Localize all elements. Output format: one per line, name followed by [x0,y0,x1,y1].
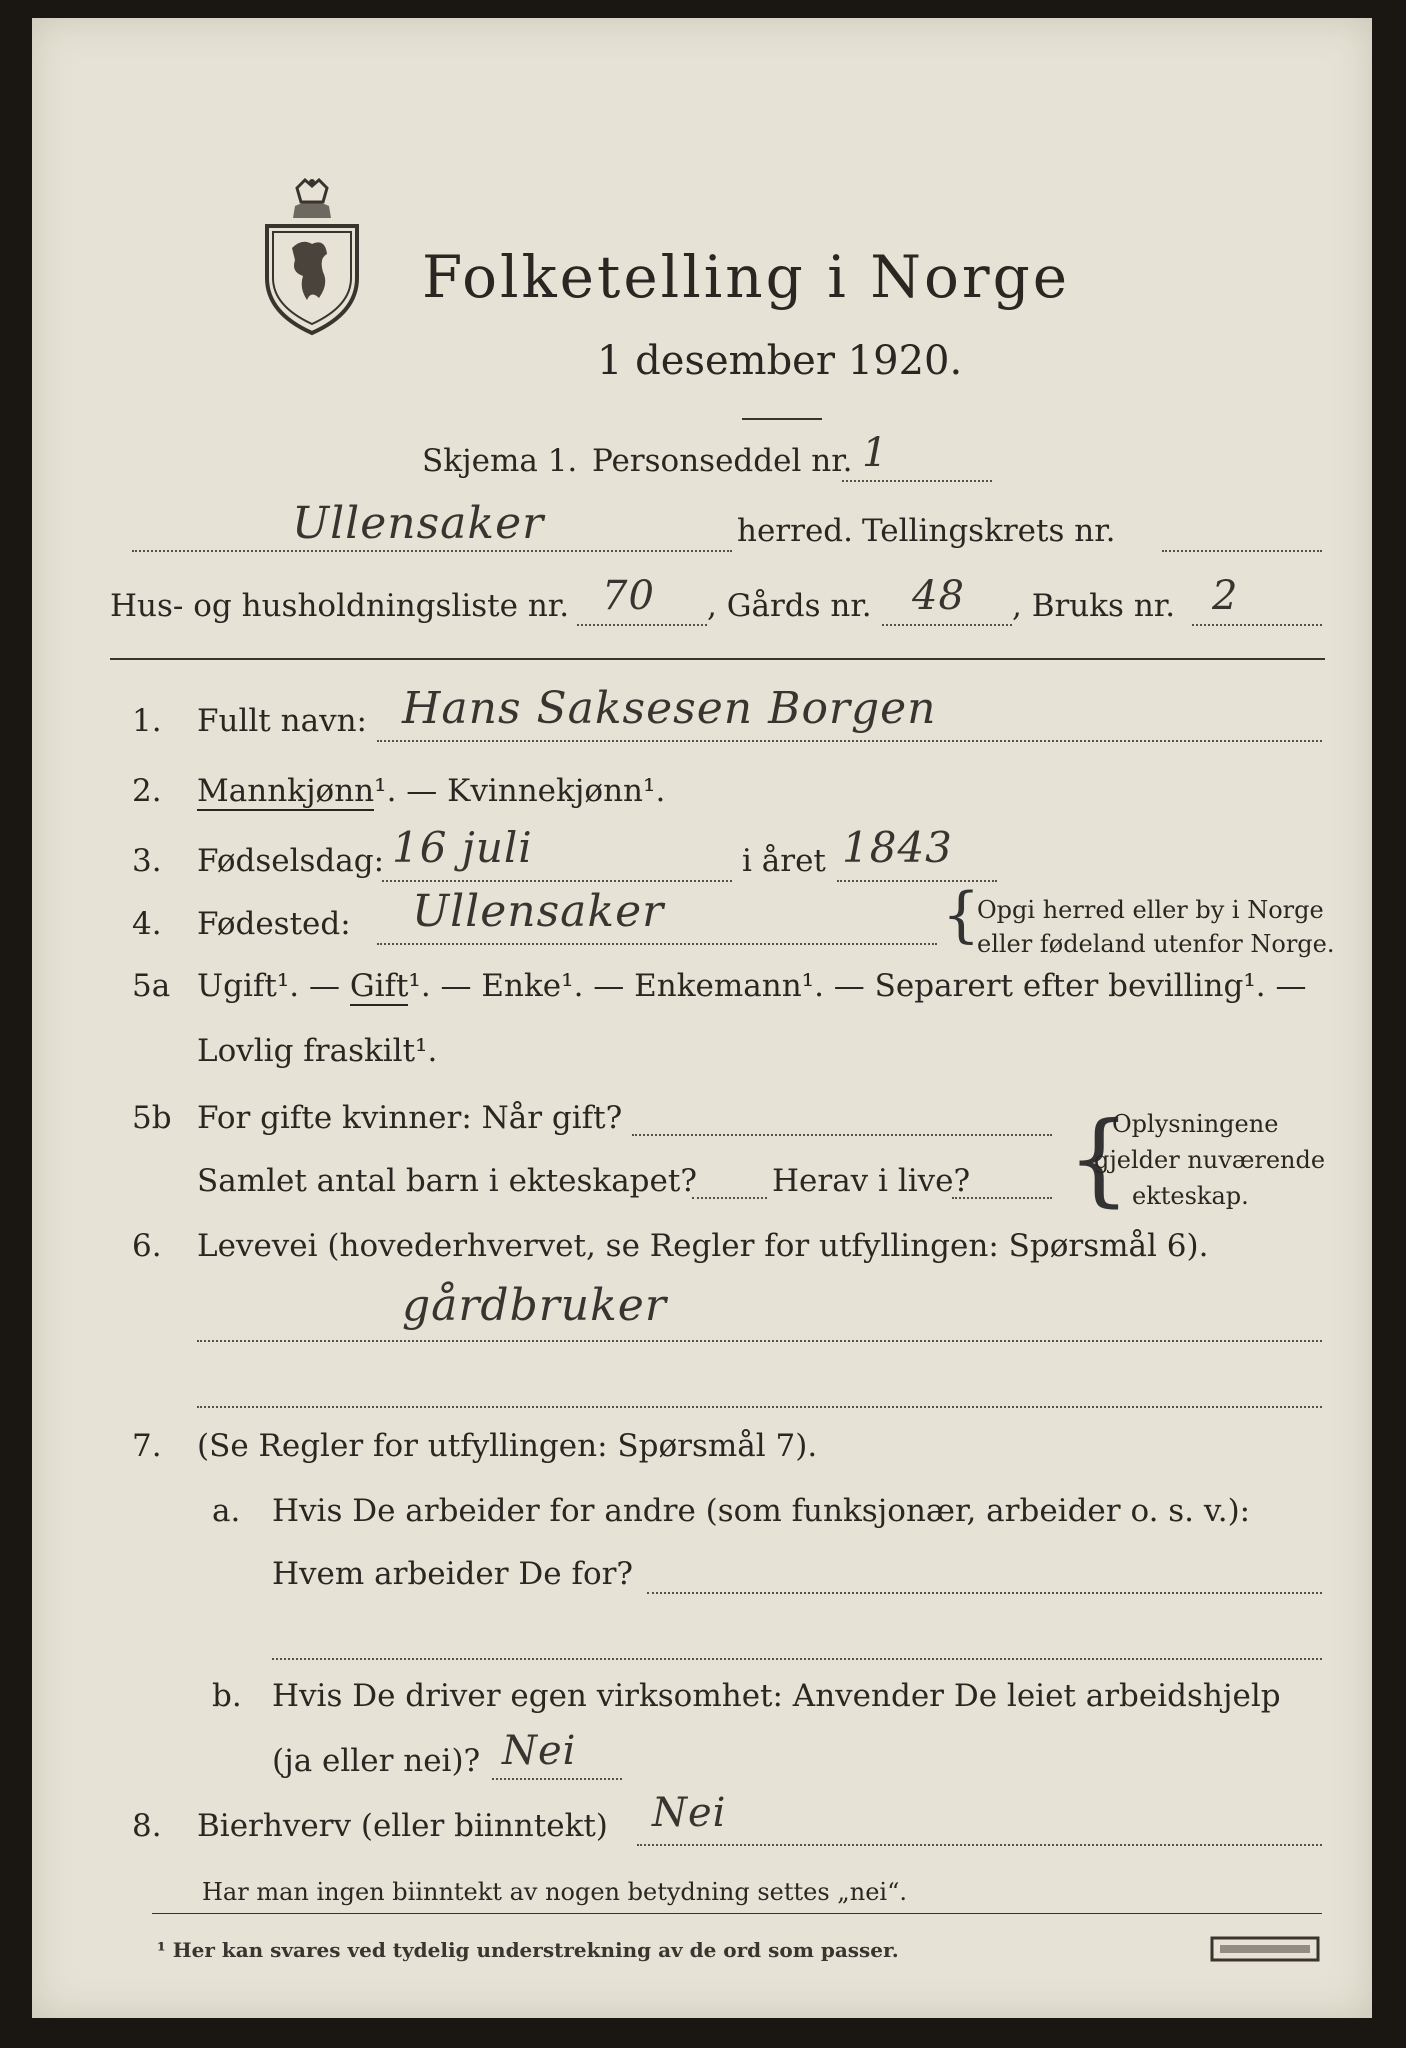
gender-male-option[interactable]: Mannkjønn [197,773,375,809]
occupation-value[interactable]: gårdbruker [402,1280,667,1331]
full-name-value[interactable]: Hans Saksesen Borgen [402,683,937,734]
q3-line [382,880,732,882]
q4-note-line2: eller fødeland utenfor Norge. [977,930,1335,958]
printer-stamp-icon [1210,1936,1320,1962]
q7-number: 7. [132,1428,162,1464]
q8-number: 8. [132,1808,162,1844]
form-title: Folketelling i Norge [422,243,1071,311]
q4-brace: { [942,880,981,950]
q4-label: Fødested: [197,906,351,942]
q5b-children-label: Samlet antal barn i ekteskapet? [197,1163,697,1199]
q5b-married-line [632,1134,1052,1136]
q1-label: Fullt navn: [197,703,367,739]
q2-row [197,773,665,809]
q7-label: (Se Regler for utfyllingen: Spørsmål 7). [197,1428,818,1464]
married-option[interactable]: Gift [349,968,409,1004]
q4-number: 4. [132,906,162,942]
q7b-line [492,1778,622,1780]
personseddel-value[interactable]: 1 [862,430,889,476]
q6-number: 6. [132,1228,162,1264]
q5b-label: For gifte kvinner: Når gift? [197,1100,623,1136]
q6-line1 [197,1340,1322,1342]
q8-label: Bierhverv (eller biinntekt) [197,1808,608,1844]
tellingskrets-line [1162,550,1322,552]
header-separator [110,658,1325,660]
q7a-employer-line2 [272,1658,1322,1660]
q1-number: 1. [132,703,162,739]
hired-help-value[interactable]: Nei [502,1728,577,1774]
q7a-number: a. [212,1493,241,1529]
q5a-number: 5a [132,968,171,1004]
q5b-brace: { [1067,1100,1131,1217]
q4-line [377,943,937,945]
gender-female-option[interactable]: Kvinnekjønn¹. [447,773,666,809]
hus-value[interactable]: 70 [602,573,655,619]
footer-note: Har man ingen biinntekt av nogen betydning settes „nei“. [202,1878,907,1906]
q2-separator: ¹. — [374,773,448,809]
q5b-note-line2: gjelder nuværende [1094,1146,1326,1174]
census-form-sheet [32,18,1372,2018]
gards-line [882,624,1012,626]
q7b-question-label: (ja eller nei)? [272,1743,481,1779]
bruks-value[interactable]: 2 [1212,573,1239,619]
q3-number: 3. [132,843,162,879]
q7a-label: Hvis De arbeider for andre (som funksjonær, arbeider o. s. v.): [272,1493,1251,1529]
q5b-note-line3: ekteskap. [1132,1182,1249,1210]
q7a-employer-label: Hvem arbeider De for? [272,1556,634,1592]
bruks-label: , Bruks nr. [1012,588,1176,624]
q8-line [637,1844,1322,1846]
q5a-row [197,968,1306,1004]
birth-year-value[interactable]: 1843 [842,823,953,872]
skjema-label: Skjema 1. [422,443,578,479]
personseddel-line [842,480,992,482]
footnote: ¹ Her kan svares ved tydelig understrekning av de ord som passer. [157,1938,899,1962]
side-income-value[interactable]: Nei [652,1790,727,1836]
q5b-number: 5b [132,1100,172,1136]
unmarried-option[interactable]: Ugift¹. — [197,968,350,1004]
q7b-number: b. [212,1678,242,1714]
birth-date-value[interactable]: 16 juli [392,823,533,872]
birthplace-value[interactable]: Ullensaker [412,886,665,937]
q5b-alive-label: Herav i live? [772,1163,971,1199]
q3-year-label: i året [742,843,826,879]
gards-value[interactable]: 48 [912,573,965,619]
footer-rule [152,1913,1322,1914]
q1-line [377,740,1322,742]
q7b-label: Hvis De driver egen virksomhet: Anvender De leiet arbeidshjelp [272,1678,1281,1714]
census-date: 1 desember 1920. [597,338,963,384]
q2-number: 2. [132,773,162,809]
divorced-option[interactable]: Lovlig fraskilt¹. [197,1033,438,1069]
q5b-note-line1: Oplysningene [1112,1110,1279,1138]
bruks-line [1192,624,1322,626]
tellingskrets-label: Tellingskrets nr. [862,513,1116,549]
marital-other-options[interactable]: ¹. — Enke¹. — Enkemann¹. — Separert efter bevilling¹. — [408,968,1307,1004]
q7a-employer-line [647,1592,1322,1594]
hus-label: Hus- og husholdningsliste nr. [110,588,570,624]
q5b-alive-line [952,1197,1052,1199]
hus-line [577,624,707,626]
herred-label: herred. [737,513,853,549]
herred-line [132,550,732,552]
q6-label: Levevei (hovederhvervet, se Regler for utfyllingen: Spørsmål 6). [197,1228,1209,1264]
herred-value[interactable]: Ullensaker [292,498,545,549]
q6-line2 [197,1406,1322,1408]
q5b-children-line [692,1197,767,1199]
q4-note-line1: Opgi herred eller by i Norge [977,896,1324,924]
q3-label: Fødselsdag: [197,843,385,879]
title-divider [742,418,822,420]
norwegian-lion-coat-of-arms-icon [257,178,367,338]
personseddel-label: Personseddel nr. [592,443,853,479]
gards-label: , Gårds nr. [707,588,872,624]
